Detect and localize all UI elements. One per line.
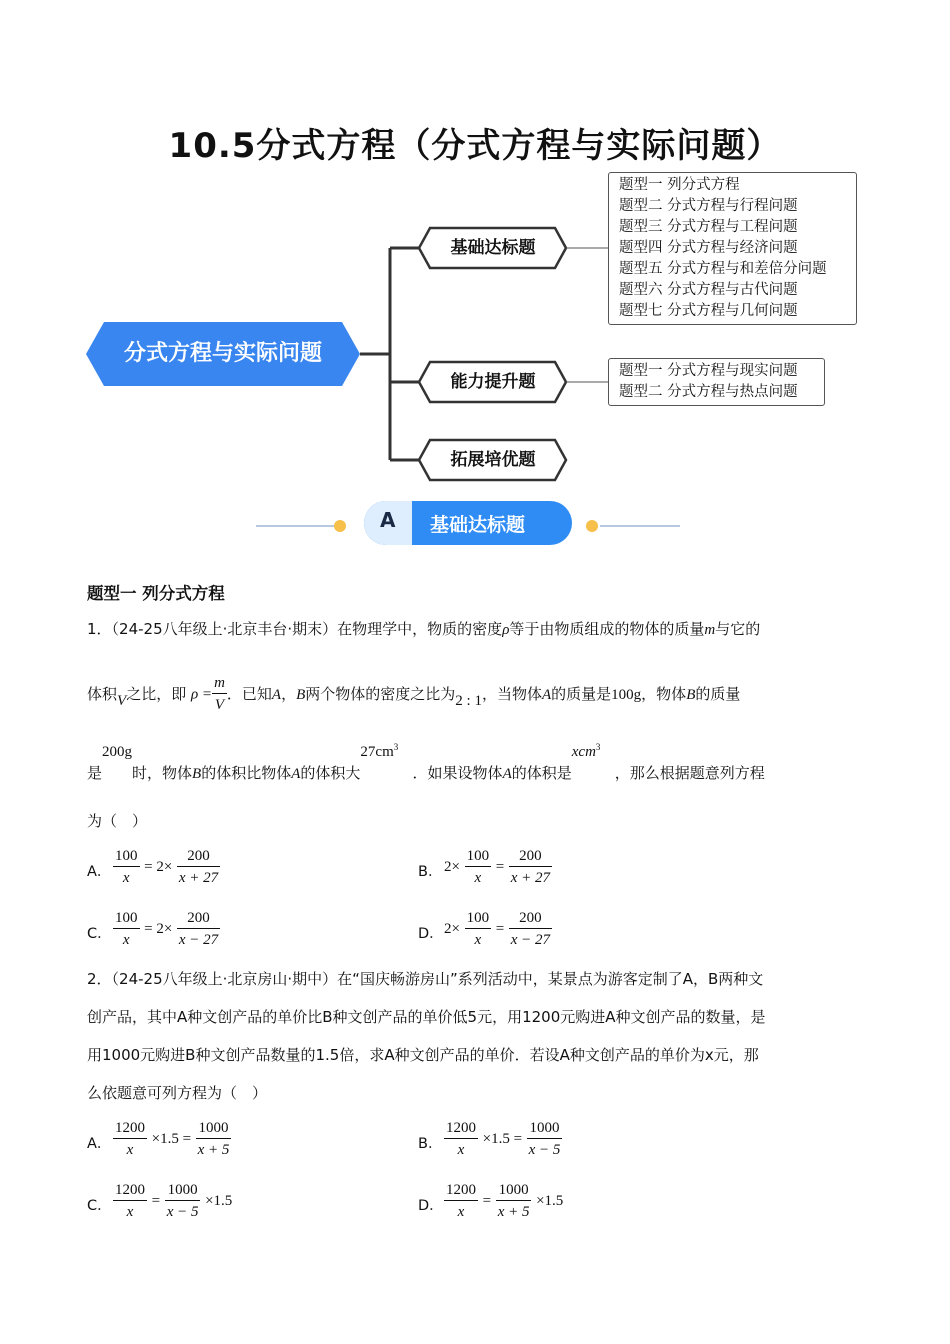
improve-topic-list — [608, 358, 825, 406]
q2-line1: 2．（24-25八年级上·北京房山·期中）在“国庆畅游房山”系列活动中，某景点为游客定制了A，B两种文 — [87, 970, 764, 988]
topic-item: 题型一 分式方程与现实问题 — [619, 363, 798, 379]
topic-item: 题型六 分式方程与古代问题 — [619, 282, 798, 298]
topic-item: 题型四 分式方程与经济问题 — [619, 240, 798, 256]
q1-line1: 1．（24-25八年级上·北京丰台·期末）在物理学中，物质的密度ρ等于由物质组成的物体的质量m与它的 — [87, 620, 761, 638]
topic-item: 题型二 分式方程与热点问题 — [619, 384, 798, 400]
section-heading: 题型一 列分式方程 — [87, 584, 225, 603]
q1-line4: 为（ ） — [87, 812, 148, 830]
topic-item: 题型一 列分式方程 — [619, 177, 740, 193]
page-title: 10.5分式方程（分式方程与实际问题） — [168, 126, 782, 166]
q1-line2: 体积V之比，即 ρ = $\frac{m}{V}$ ．已知A，B两个物体的密度之比为2 : 1，当物体A的质量是100g，物体B的质量 — [87, 672, 867, 717]
branch-basic: 基础达标题 — [450, 238, 536, 258]
mindmap-root: 分式方程与实际问题 — [123, 341, 322, 366]
branch-extend: 拓展培优题 — [450, 450, 536, 470]
topic-item: 题型七 分式方程与几何问题 — [619, 303, 798, 319]
basic-topic-list — [608, 172, 857, 325]
topic-item: 题型五 分式方程与和差倍分问题 — [619, 261, 827, 277]
q2-line4: 么依题意可列方程为（ ） — [87, 1084, 268, 1102]
branch-improve: 能力提升题 — [450, 372, 536, 392]
banner-letter: A — [380, 508, 396, 532]
banner-label: 基础达标题 — [430, 514, 526, 536]
q1-line3: 是200g时，物体B的体积比物体A的体积大$27cm^3$ ．如果设物体A的体积是xcm$^3$ ，那么根据题意列方程 — [87, 742, 765, 782]
topic-item: 题型三 分式方程与工程问题 — [619, 219, 798, 235]
q2-line3: 用1000元购进B种文创产品数量的1.5倍，求A种文创产品的单价．若设A种文创产品的单价为x元，那 — [87, 1046, 759, 1064]
density-formula-lhs: ρ = — [190, 686, 213, 703]
topic-item: 题型二 分式方程与行程问题 — [619, 198, 798, 214]
density-formula: $\frac{m}{V}$ — [214, 675, 225, 713]
q2-line2: 创产品，其中A种文创产品的单价比B种文创产品的单价低5元，用1200元购进A种文创产品的数量，是 — [87, 1008, 766, 1026]
